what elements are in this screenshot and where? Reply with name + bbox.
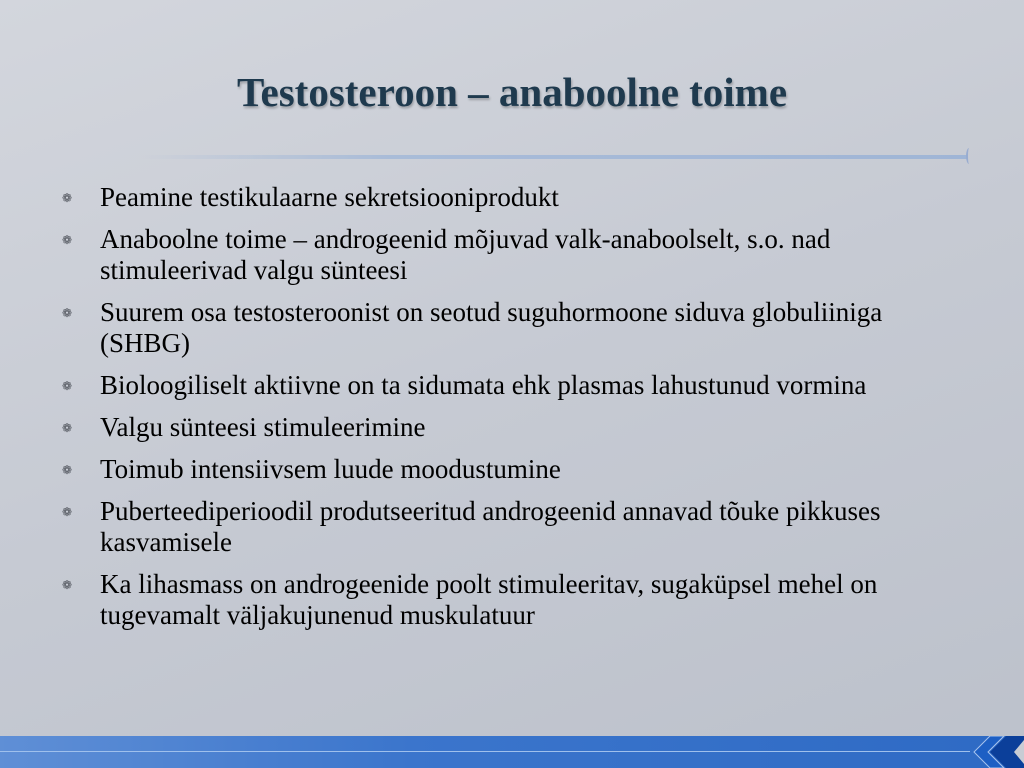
- list-item: [62, 297, 962, 359]
- list-item: [62, 370, 962, 401]
- footer-bar: [0, 736, 1024, 768]
- bullet-text: Anaboolne toime – androgeenid mõjuvad valk-anaboolselt, s.o. nad stimuleerivad valgu sünteesi: [100, 224, 831, 285]
- list-item: [62, 182, 962, 213]
- footer-line: [0, 751, 970, 752]
- list-item: [62, 454, 962, 485]
- bullet-text: Valgu sünteesi stimuleerimine: [100, 412, 426, 442]
- bullet-text: Peamine testikulaarne sekretsiooniprodukt: [100, 182, 559, 212]
- title-divider: [140, 155, 968, 159]
- bullet-text: Toimub intensiivsem luude moodustumine: [100, 454, 561, 484]
- flower-bullet-icon: ❁: [62, 505, 73, 519]
- bullet-text: Bioloogiliselt aktiivne on ta sidumata ehk plasmas lahustunud vormina: [100, 370, 867, 400]
- flower-bullet-icon: ❁: [62, 421, 73, 435]
- flower-bullet-icon: ❁: [62, 379, 73, 393]
- bullet-text: Ka lihasmass on androgeenide poolt stimuleeritav, sugaküpsel mehel on tugevamalt väljakujunenud muskulatuur: [100, 569, 878, 630]
- bullet-text: Suurem osa testosteroonist on seotud suguhormoone siduva globuliiniga (SHBG): [100, 297, 883, 358]
- flower-bullet-icon: ❁: [62, 578, 73, 592]
- flower-bullet-icon: ❁: [62, 233, 73, 247]
- list-item: [62, 496, 962, 558]
- flower-bullet-icon: ❁: [62, 306, 73, 320]
- bullet-text: Puberteediperioodil produtseeritud androgeenid annavad tõuke pikkuses kasvamisele: [100, 496, 881, 557]
- list-item: [62, 569, 962, 631]
- slide-title: Testosteroon – anaboolne toime: [236, 69, 788, 115]
- flower-bullet-icon: ❁: [62, 191, 73, 205]
- bullet-list: [62, 182, 962, 642]
- divider-end-cap: [966, 148, 972, 164]
- list-item: [62, 224, 962, 286]
- flower-bullet-icon: ❁: [62, 463, 73, 477]
- list-item: [62, 412, 962, 443]
- chevron-decoration-icon: [960, 736, 1024, 768]
